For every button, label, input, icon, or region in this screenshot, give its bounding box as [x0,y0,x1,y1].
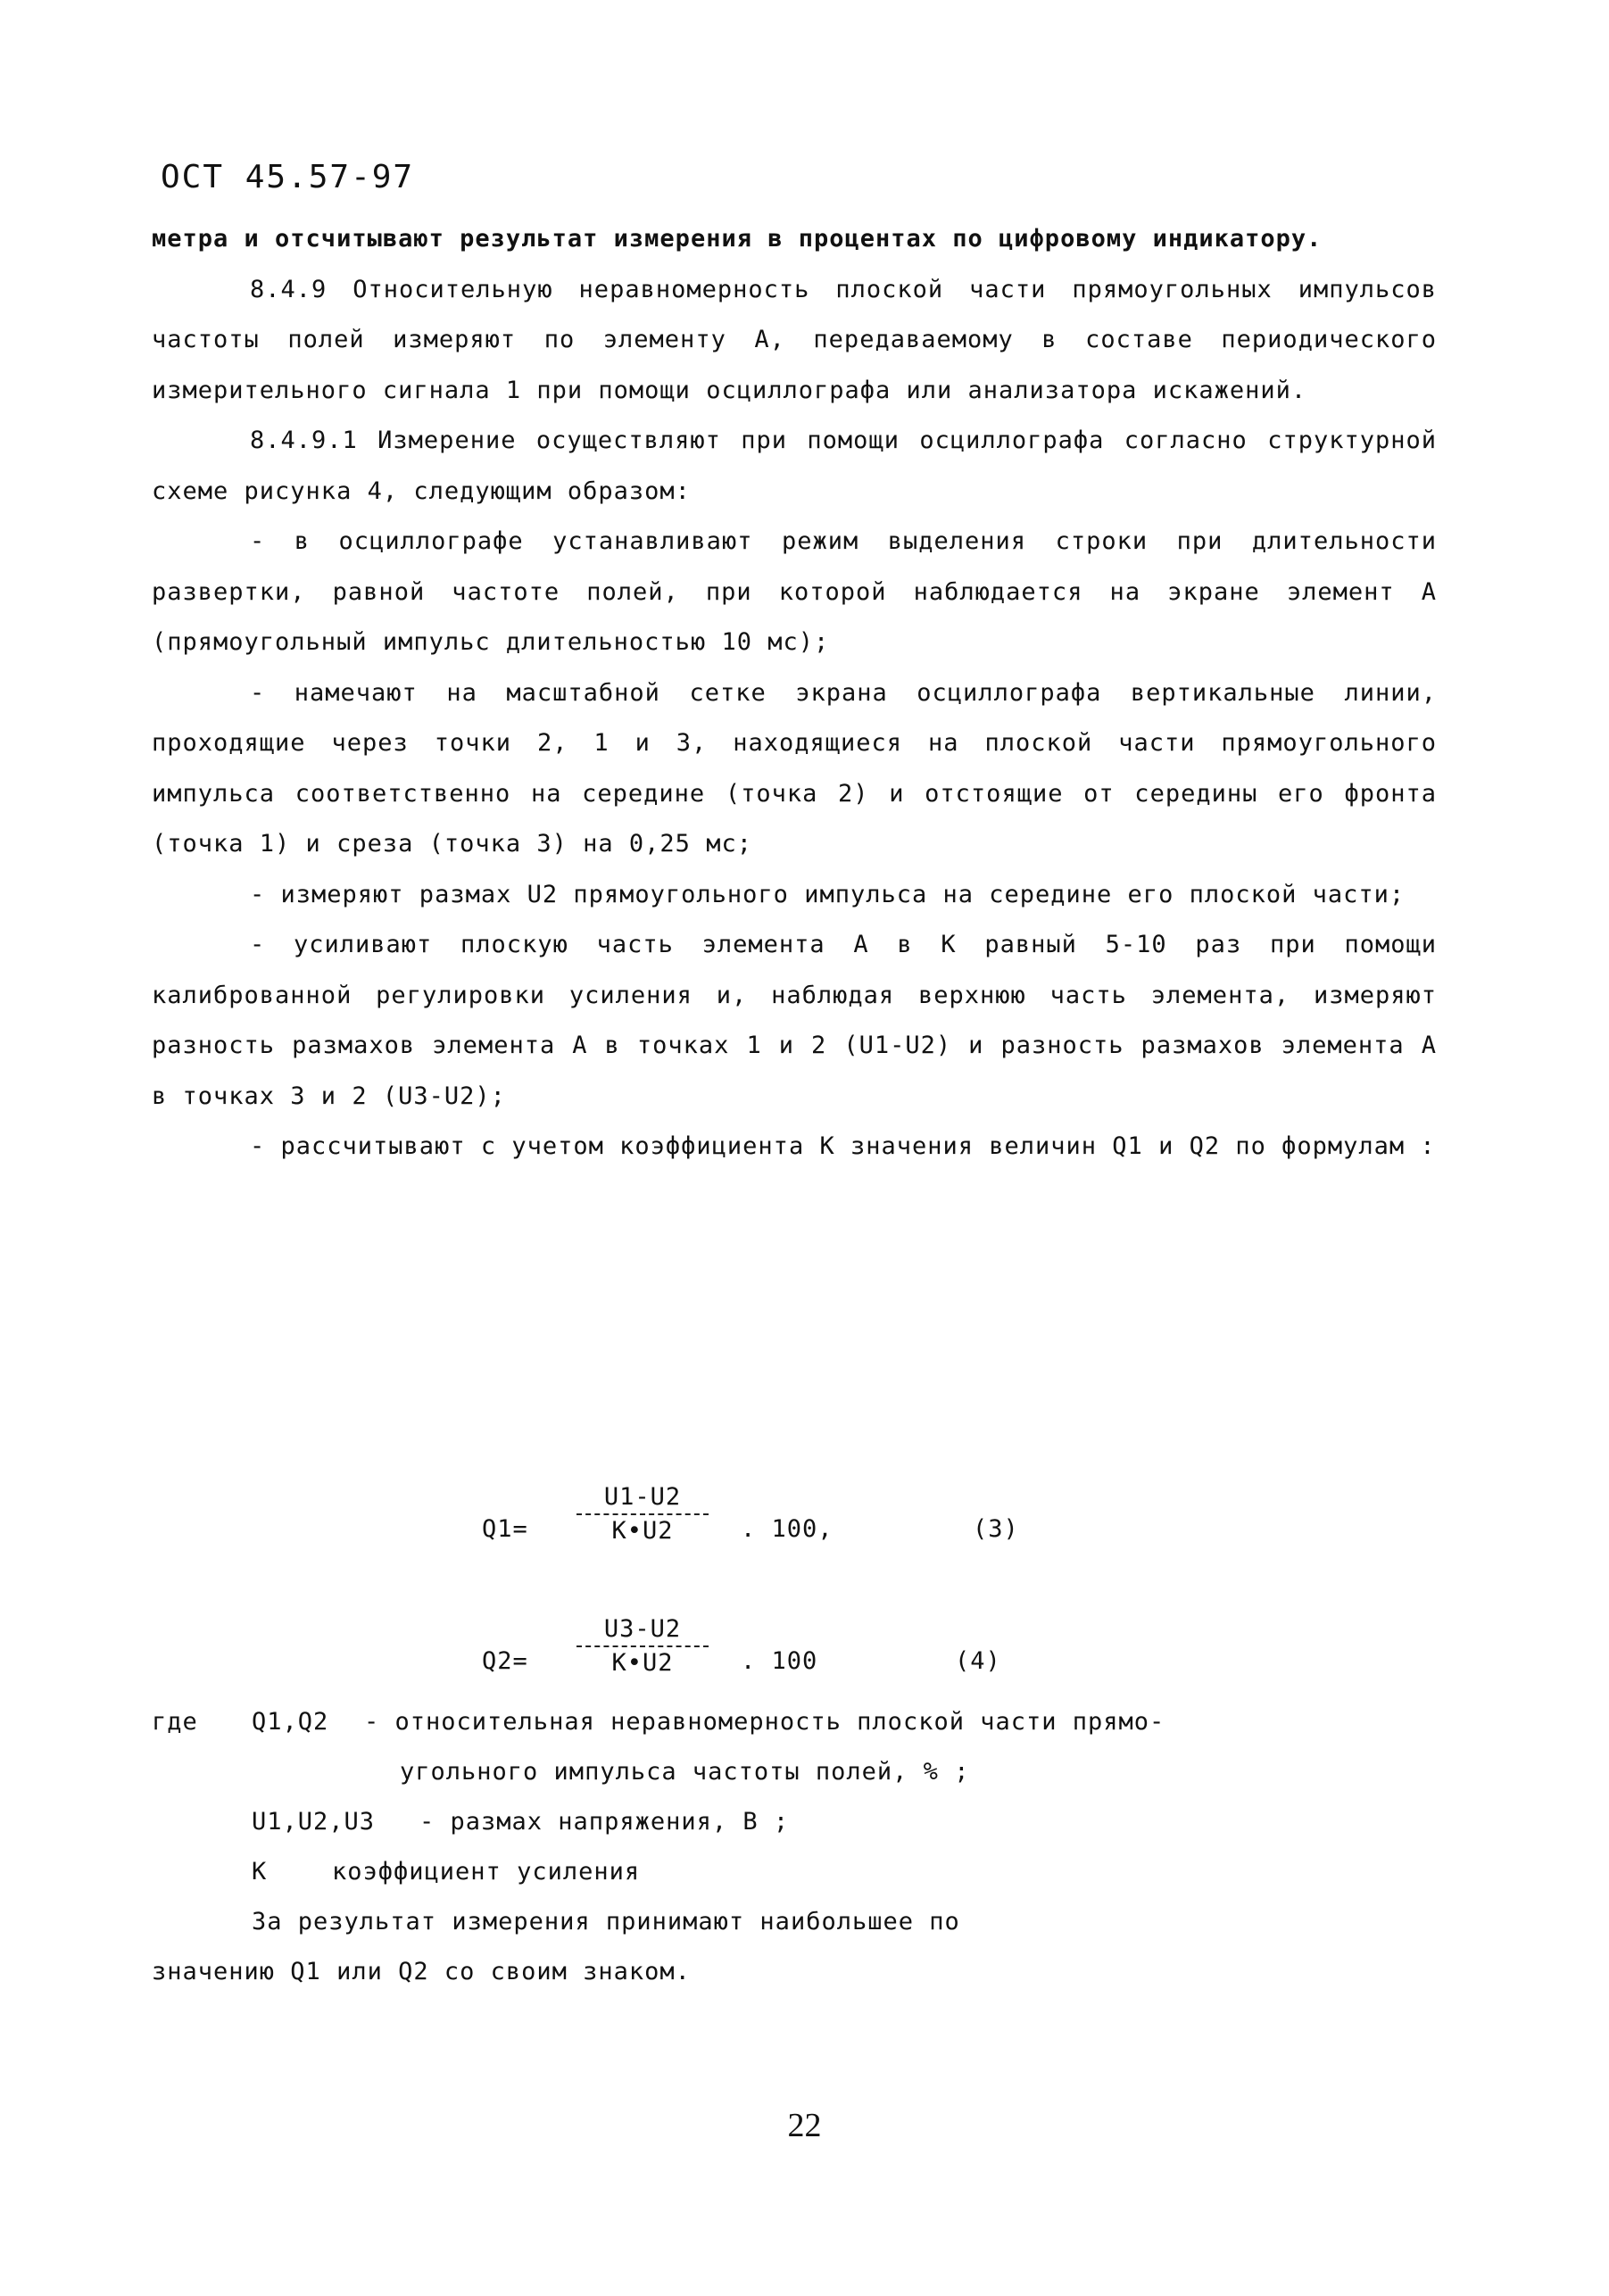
page-number: 22 [787,2107,822,2144]
legend-row-u [152,1797,1437,1847]
paragraph-8-4-9: 8.4.9 Относительную неравномерность плоской части прямоугольных импульсов частоты полей измеряют по элементу А, передаваемому в составе периодического измерительного сигнала 1 при помощи осциллографа или анализатора искажений. [152,275,1437,404]
paragraph-continuation: метра и отсчитывают результат измерения в процентах по цифровому индикатору. [152,225,1323,253]
list-item-measure-u2: - измеряют размах U2 прямоугольного импульса на середине его плоской части; [250,880,1406,908]
paragraph-8-4-9-1: 8.4.9.1 Измерение осуществляют при помощи осциллографа согласно структурной схеме рисунка 4, следующим образом: [152,427,1437,505]
formula-factor: . 100 [741,1647,818,1675]
legend-row-k [152,1847,1437,1897]
legend-row-q-cont [152,1747,1437,1797]
final-paragraph-line-2 [152,1947,1437,1997]
formula-lhs: Q1= [482,1515,528,1543]
formula-factor: . 100, [741,1515,834,1543]
formula-number: (3) [973,1515,1019,1543]
legend-symbol: U1,U2,U3 [252,1808,376,1836]
document-body [152,214,1437,1173]
document-code: ОСТ 45.57-97 [161,159,415,195]
legend-where: где [152,1708,198,1736]
list-item-mark-lines: - намечают на масштабной сетке экрана осциллографа вертикальные линии, проходящие через точки 2, 1 и 3, находящиеся на плоской части прямоугольного импульса соответственно на середине (точка 2) и отстоящие от середины его фронта (точка 1) и среза (точка 3) на 0,25 мс; [152,678,1437,858]
legend-description: - относительная неравномерность плоской части прямо- [364,1708,1165,1736]
final-paragraph-text: значению Q1 или Q2 со своим знаком. [152,1958,691,1985]
legend-description: - размах напряжения, В ; [419,1808,790,1836]
formula-number: (4) [955,1647,1001,1675]
legend-description-continued: угольного импульса частоты полей, % ; [400,1758,970,1786]
final-paragraph-line-1 [152,1897,1437,1947]
final-paragraph-text: За результат измерения принимают наибольшее по [252,1908,960,1935]
fraction [571,1481,714,1547]
fraction-numerator: U3-U2 [603,1615,682,1643]
fraction [571,1613,714,1679]
legend-symbol: Q1,Q2 [252,1708,329,1736]
formula-legend [152,1697,1437,1997]
list-item-calculate: - рассчитывают с учетом коэффициента К значения величин Q1 и Q2 по формулам : [250,1132,1436,1160]
legend-symbol: К [252,1858,268,1886]
legend-row-q [152,1697,1437,1747]
fraction-denominator: K•U2 [611,1649,674,1677]
list-item-amplify: - усиливают плоскую часть элемента А в К равный 5-10 раз при помощи калиброванной регулировки усиления и, наблюдая верхнюю часть элемента, измеряют разность размахов элемента А в точках 1 и 2 (U1-U2) и разность размахов элемента А в точках 3 и 2 (U3-U2); [152,931,1437,1110]
legend-description: коэффициент усиления [332,1858,641,1886]
fraction-denominator: K•U2 [611,1517,674,1545]
list-item-oscilloscope-mode: - в осциллографе устанавливают режим выделения строки при длительности развертки, равной частоте полей, при которой наблюдается на экране элемент А (прямоугольный импульс длительностью 10 мс); [152,527,1437,656]
fraction-numerator: U1-U2 [603,1483,682,1511]
formula-lhs: Q2= [482,1647,528,1675]
